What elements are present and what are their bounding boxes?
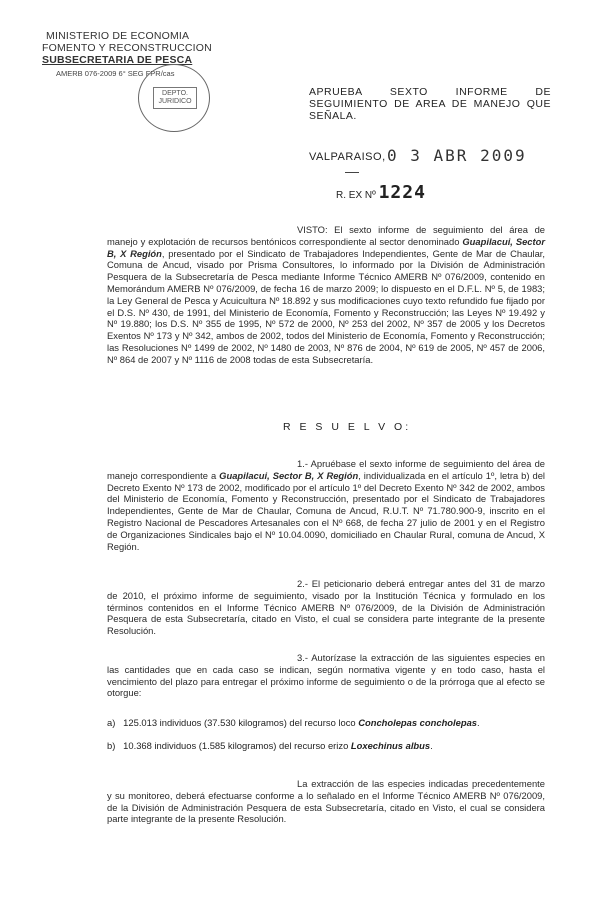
document-title: APRUEBA SEXTO INFORME DE SEGUIMIENTO DE AREA DE MANEJO QUE SEÑALA.: [309, 86, 551, 122]
item-end: .: [477, 717, 480, 728]
point-1-lead: 1.- Apruébase el sexto informe de seguimiento del área de manejo correspondiente a: [107, 458, 545, 481]
resuelvo-heading: R E S U E L V O:: [283, 421, 412, 433]
reference-code: AMERB 076-2009 6° SEG FPR/cas: [56, 69, 175, 78]
date-separator: [345, 172, 359, 173]
ministry-line-2: FOMENTO Y RECONSTRUCCION: [42, 42, 212, 54]
item-text: 10.368 individuos (1.585 kilogramos) del recurso erizo: [123, 740, 349, 751]
letterhead: [42, 30, 212, 66]
extraction-paragraph: La extracción de las especies indicadas precedentemente y su monitoreo, deberá efectuarse conforme a lo señalado en el Informe Técnico AMERB Nº 076/2009, de la División de Administración Pesquera de esta Subsecretaría, citado en Visto, el cual se considera parte integrante de la presente Resolución.: [107, 778, 545, 825]
ministry-line: MINISTERIO DE ECONOMIA: [46, 30, 190, 42]
item-text: 125.013 individuos (37.530 kilogramos) del recurso loco: [123, 717, 356, 728]
resolution-point-2: 2.- El peticionario deberá entregar antes del 31 de marzo de 2010, el próximo informe de seguimiento, visado por la Institución Técnica y formulado en los términos contenidos en el Informe Técnico AMERB Nº 076/2009, de la División de Administración Pesquera de esta Subsecretaría, citado en Visto, el cual se considera parte integrante de la presente Resolución.: [107, 578, 545, 637]
point-1-sector: Guapilacui, Sector B, X Región: [219, 469, 359, 481]
item-letter: b): [107, 740, 116, 751]
date-stamp: 0 3 ABR 2009: [387, 146, 527, 165]
species-item-a: [107, 717, 547, 729]
resolution-number: [336, 182, 426, 203]
item-species: Concholepas concholepas: [358, 717, 477, 728]
place: VALPARAISO,: [309, 151, 386, 163]
visto-rest: , presentado por el Sindicato de Trabajadores Independientes, Gente de Mar de Chaular, Comuna de Ancud, visado por Prisma Consultores, lo informado por la División de Administración Pesquera de la Subsecretaría de Pesca mediante Informe Técnico AMERB Nº 076/2009, contenido en Memorándum AMERB Nº 076/2009, de fecha 16 de marzo 2009; lo dispuesto en el D.F.L. Nº 5, de 1983; la Ley General de Pesca y Acuicultura Nº 18.892 y sus modificaciones cuyo texto refundido fue fijado por el D.S. Nº 430, de 1991, del Ministerio de Economía, Fomento y Reconstrucción; las Leyes Nº 19.492 y Nº 19.880; los D.S. Nº 355 de 1995, Nº 572 de 2000, Nº 253 del 2002, Nº 357 de 2005 y los Decretos Exentos Nº 173 y Nº 342, ambos de 2002, todos del Ministerio de Economía, Fomento y Reconstrucción; las Resoluciones Nº 1499 de 2002, Nº 1480 de 2003, Nº 876 de 2004, Nº 619 de 2005, Nº 457 de 2006, Nº 864 de 2007 y Nº 1116 de 2008 todas de esta Subsecretaría.: [107, 247, 545, 365]
visto-sector: Guapilacui, Sector B, X Región: [107, 235, 545, 259]
species-item-b: [107, 740, 547, 752]
point-1-rest: , individualizada en el artículo 1º, letra b) del Decreto Exento Nº 173 de 2002, modificado por el artículo 1º del Decreto Exento Nº 342 de 2002, ambos del Ministerio de Economía, Fomento y Reconstrucción, presentado por el Sindicato de Trabajadores Independientes, Gente de Mar de Chaular, Comuna de Ancud, R.U.T. Nº 71.780.900-9, inscrito en el Registro Nacional de Pescadores Artesanales con el Nº 668, de fecha 27 julio de 2001 y en el Registro de Organizaciones Sindicales bajo el Nº 10.04.0090, domiciliado en Chaular Rural, comuna de Ancud, X Región.: [107, 469, 545, 552]
stamp-label: DEPTO. JURIDICO: [153, 87, 197, 109]
item-species: Loxechinus albus: [350, 740, 431, 751]
item-end: .: [430, 740, 433, 751]
visto-paragraph: [107, 224, 545, 366]
visto-lead: VISTO: El sexto informe de seguimiento del área de manejo y explotación de recursos bentónicos correspondiente al sector denominado: [107, 224, 545, 247]
item-letter: a): [107, 717, 116, 728]
resolution-point-3: 3.- Autorízase la extracción de las siguientes especies en las cantidades que en cada caso se indican, según normativa vigente y en todo caso, hasta el vencimiento del plazo para entregar el próximo informe de seguimiento o de la prórroga que al efecto se otorgue:: [107, 652, 545, 699]
resolution-prefix: R. EX Nº: [336, 190, 376, 201]
resolution-value: 1224: [378, 182, 426, 203]
resolution-point-1: [107, 458, 545, 552]
subsecretaria-line: SUBSECRETARIA DE PESCA: [42, 54, 193, 66]
official-stamp: [138, 64, 210, 132]
